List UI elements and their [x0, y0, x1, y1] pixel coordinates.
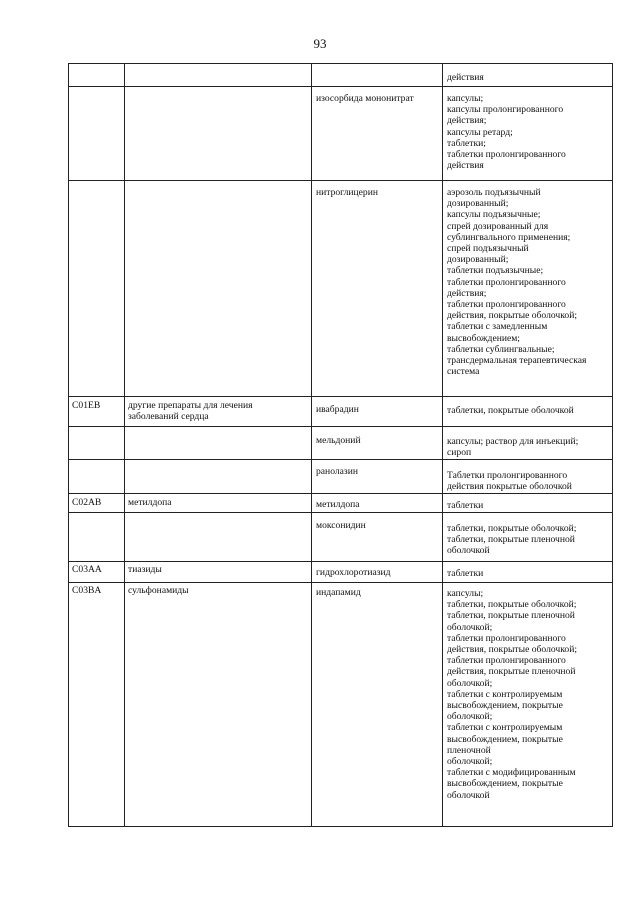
- table-cell-forms: таблетки: [447, 500, 484, 511]
- table-rule: [68, 459, 613, 460]
- table-cell-forms: капсулы; таблетки, покрытые оболочкой; таблетки, покрытые пленочной оболочкой; таблетки пролонгированного действия, покрытые оболочкой; таблетки пролонгированного действия, покрытые пленочной оболочкой; таблетки с контролируемым высвобождением, покрытые оболочкой; таблетки с контролируемым высвобождением, покрытые пленочной оболочкой; таблетки с модифицированным высвобождением, покрытые оболочкой: [447, 588, 578, 801]
- table-cell-drug: нитроглицерин: [316, 187, 378, 198]
- table-rule: [68, 63, 69, 827]
- table-cell-group: сульфонамиды: [128, 585, 189, 596]
- table-cell-group: метилдопа: [128, 497, 172, 508]
- table-rule: [442, 63, 443, 827]
- table-rule: [68, 396, 613, 397]
- table-rule: [68, 426, 613, 427]
- table-cell-code: C02AB: [72, 497, 102, 508]
- table-cell-drug: ивабрадин: [316, 404, 359, 415]
- table-rule: [68, 63, 613, 64]
- table-rule: [68, 512, 613, 513]
- table-cell-forms: Таблетки пролонгированного действия покрытые оболочкой: [447, 470, 572, 493]
- table-cell-group: тиазиды: [128, 564, 162, 575]
- table-cell-code: C03BA: [72, 585, 102, 596]
- table-cell-forms: таблетки, покрытые оболочкой: [447, 405, 574, 416]
- table-rule: [68, 826, 613, 827]
- table-cell-forms: капсулы; раствор для инъекций; сироп: [447, 436, 579, 459]
- table-cell-group: другие препараты для лечения заболеваний сердца: [128, 400, 253, 423]
- table-cell-code: C01EB: [72, 400, 101, 411]
- table-cell-drug: метилдопа: [316, 499, 360, 510]
- table-rule: [68, 86, 613, 87]
- table-rule: [68, 180, 613, 181]
- page-number: 93: [313, 36, 327, 51]
- table-cell-forms: таблетки: [447, 568, 484, 579]
- table-cell-forms: аэрозоль подъязычный дозированный; капсулы подъязычные; спрей дозированный для сублингвального применения; спрей подъязычный дозированный; таблетки подъязычные; таблетки пролонгированного действия; таблетки пролонгированного действия, покрытые оболочкой; таблетки с замедленным высвобождением; таблетки сублингвальные; трансдермальная терапевтическая система: [447, 187, 587, 378]
- table-rule: [124, 63, 125, 827]
- table-cell-forms: капсулы; капсулы пролонгированного действия; капсулы ретард; таблетки; таблетки пролонгированного действия: [447, 93, 566, 172]
- table-rule: [311, 63, 312, 827]
- table-cell-drug: индапамид: [316, 587, 361, 598]
- table-cell-forms: таблетки, покрытые оболочкой; таблетки, покрытые пленочной оболочкой: [447, 523, 577, 557]
- table-rule: [68, 561, 613, 562]
- table-cell-drug: моксонидин: [316, 520, 366, 531]
- table-cell-drug: изосорбида мононитрат: [316, 93, 414, 104]
- table-cell-code: C03AA: [72, 564, 102, 575]
- table-cell-drug: мельдоний: [316, 435, 361, 446]
- table-rule: [68, 493, 613, 494]
- table-rule: [68, 582, 613, 583]
- table-cell-forms: действия: [447, 72, 484, 83]
- table-cell-drug: гидрохлоротиазид: [316, 567, 391, 578]
- table-cell-drug: ранолазин: [316, 466, 358, 477]
- table-rule: [612, 63, 613, 827]
